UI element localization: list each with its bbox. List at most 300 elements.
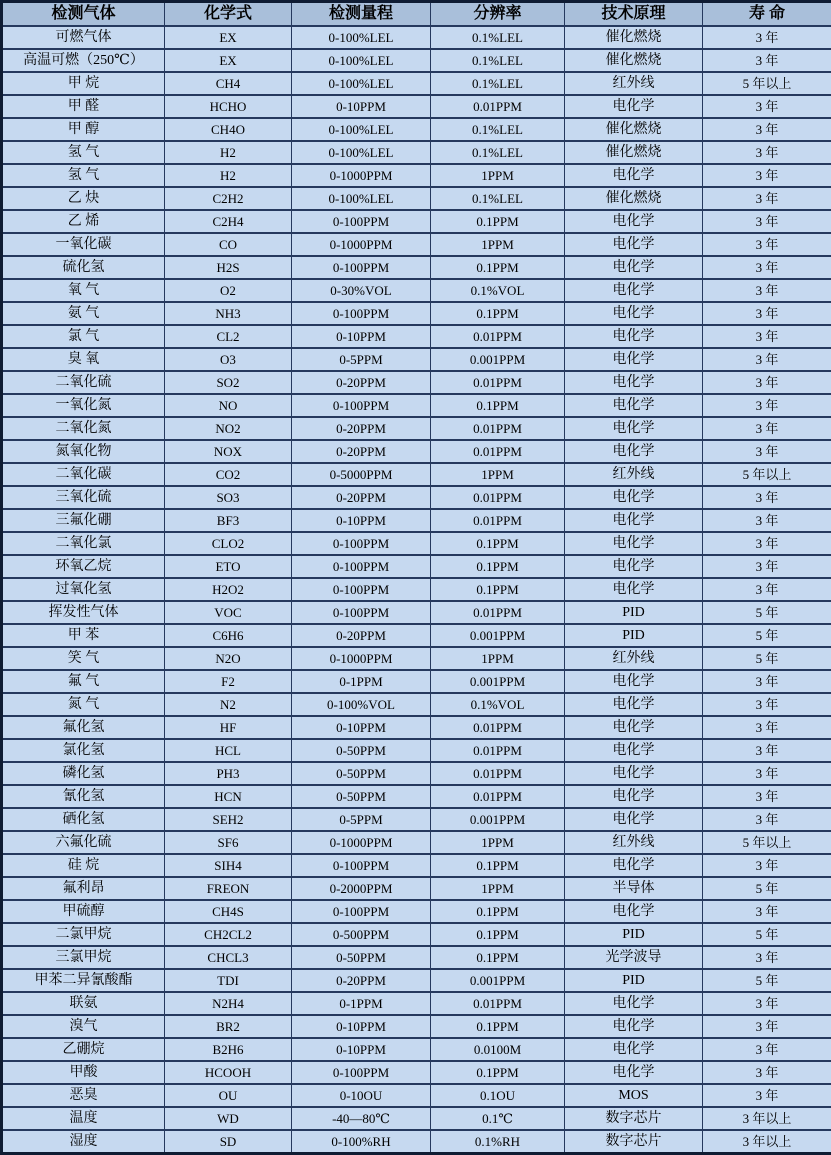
cell-resolution: 0.1%LEL bbox=[431, 118, 565, 141]
cell-resolution: 0.1PPM bbox=[431, 900, 565, 923]
cell-detection-range: 0-1000PPM bbox=[292, 233, 431, 256]
header-row bbox=[2, 2, 831, 27]
cell-detection-range: 0-100%LEL bbox=[292, 72, 431, 95]
cell-lifespan: 5 年 bbox=[703, 601, 831, 624]
cell-detection-range: 0-50PPM bbox=[292, 762, 431, 785]
cell-chemical-formula: BR2 bbox=[165, 1015, 292, 1038]
cell-resolution: 0.1%LEL bbox=[431, 141, 565, 164]
cell-gas-name: 笑 气 bbox=[2, 647, 165, 670]
cell-gas-name: 二氧化硫 bbox=[2, 371, 165, 394]
cell-detection-range: 0-100PPM bbox=[292, 532, 431, 555]
table-row bbox=[2, 325, 831, 348]
cell-detection-range: 0-2000PPM bbox=[292, 877, 431, 900]
cell-resolution: 0.01PPM bbox=[431, 95, 565, 118]
cell-technology: 电化学 bbox=[565, 348, 703, 371]
cell-gas-name: 三氟化硼 bbox=[2, 509, 165, 532]
cell-technology: 红外线 bbox=[565, 463, 703, 486]
cell-gas-name: 可燃气体 bbox=[2, 26, 165, 49]
cell-lifespan: 3 年 bbox=[703, 739, 831, 762]
table-row bbox=[2, 210, 831, 233]
cell-lifespan: 3 年 bbox=[703, 210, 831, 233]
cell-lifespan: 3 年 bbox=[703, 946, 831, 969]
cell-gas-name: 三氯甲烷 bbox=[2, 946, 165, 969]
cell-lifespan: 3 年 bbox=[703, 486, 831, 509]
cell-lifespan: 3 年 bbox=[703, 141, 831, 164]
cell-detection-range: 0-10PPM bbox=[292, 509, 431, 532]
cell-detection-range: 0-100%LEL bbox=[292, 118, 431, 141]
table-row bbox=[2, 233, 831, 256]
cell-detection-range: 0-1PPM bbox=[292, 670, 431, 693]
cell-lifespan: 5 年以上 bbox=[703, 831, 831, 854]
cell-gas-name: 磷化氢 bbox=[2, 762, 165, 785]
cell-gas-name: 乙 炔 bbox=[2, 187, 165, 210]
cell-gas-name: 氮 气 bbox=[2, 693, 165, 716]
table-row bbox=[2, 279, 831, 302]
cell-lifespan: 3 年以上 bbox=[703, 1130, 831, 1154]
cell-detection-range: 0-20PPM bbox=[292, 969, 431, 992]
cell-detection-range: 0-30%VOL bbox=[292, 279, 431, 302]
table-row bbox=[2, 693, 831, 716]
cell-gas-name: 联氨 bbox=[2, 992, 165, 1015]
table-row bbox=[2, 647, 831, 670]
cell-chemical-formula: SO2 bbox=[165, 371, 292, 394]
cell-gas-name: 氢 气 bbox=[2, 141, 165, 164]
cell-gas-name: 湿度 bbox=[2, 1130, 165, 1154]
cell-resolution: 0.01PPM bbox=[431, 762, 565, 785]
cell-chemical-formula: CL2 bbox=[165, 325, 292, 348]
cell-detection-range: 0-100PPM bbox=[292, 302, 431, 325]
table-row bbox=[2, 164, 831, 187]
cell-lifespan: 3 年 bbox=[703, 417, 831, 440]
table-row bbox=[2, 762, 831, 785]
cell-lifespan: 3 年 bbox=[703, 394, 831, 417]
cell-technology: 电化学 bbox=[565, 716, 703, 739]
cell-technology: 电化学 bbox=[565, 509, 703, 532]
cell-lifespan: 3 年 bbox=[703, 348, 831, 371]
cell-chemical-formula: ETO bbox=[165, 555, 292, 578]
cell-resolution: 0.1%VOL bbox=[431, 279, 565, 302]
cell-gas-name: 二氯甲烷 bbox=[2, 923, 165, 946]
cell-detection-range: 0-10PPM bbox=[292, 1038, 431, 1061]
cell-lifespan: 3 年 bbox=[703, 26, 831, 49]
cell-resolution: 0.1PPM bbox=[431, 854, 565, 877]
cell-technology: 电化学 bbox=[565, 693, 703, 716]
cell-technology: 电化学 bbox=[565, 854, 703, 877]
cell-resolution: 0.1PPM bbox=[431, 946, 565, 969]
cell-detection-range: 0-10PPM bbox=[292, 95, 431, 118]
cell-chemical-formula: EX bbox=[165, 49, 292, 72]
cell-chemical-formula: SEH2 bbox=[165, 808, 292, 831]
cell-lifespan: 3 年 bbox=[703, 854, 831, 877]
cell-lifespan: 5 年 bbox=[703, 647, 831, 670]
cell-chemical-formula: SIH4 bbox=[165, 854, 292, 877]
cell-lifespan: 3 年 bbox=[703, 578, 831, 601]
cell-chemical-formula: SD bbox=[165, 1130, 292, 1154]
column-header-4: 技术原理 bbox=[565, 2, 703, 27]
cell-gas-name: 六氟化硫 bbox=[2, 831, 165, 854]
cell-chemical-formula: TDI bbox=[165, 969, 292, 992]
cell-chemical-formula: C6H6 bbox=[165, 624, 292, 647]
table-row bbox=[2, 716, 831, 739]
cell-gas-name: 恶臭 bbox=[2, 1084, 165, 1107]
cell-technology: 电化学 bbox=[565, 739, 703, 762]
table-row bbox=[2, 141, 831, 164]
cell-gas-name: 乙硼烷 bbox=[2, 1038, 165, 1061]
table-row bbox=[2, 532, 831, 555]
cell-gas-name: 环氧乙烷 bbox=[2, 555, 165, 578]
cell-detection-range: 0-50PPM bbox=[292, 785, 431, 808]
cell-technology: 电化学 bbox=[565, 440, 703, 463]
cell-gas-name: 甲 醛 bbox=[2, 95, 165, 118]
table-row bbox=[2, 302, 831, 325]
cell-resolution: 0.1%LEL bbox=[431, 49, 565, 72]
cell-technology: 催化燃烧 bbox=[565, 187, 703, 210]
cell-detection-range: 0-100%LEL bbox=[292, 141, 431, 164]
cell-resolution: 0.01PPM bbox=[431, 325, 565, 348]
cell-chemical-formula: CH4O bbox=[165, 118, 292, 141]
cell-gas-name: 甲硫醇 bbox=[2, 900, 165, 923]
cell-gas-name: 氯化氢 bbox=[2, 739, 165, 762]
cell-technology: PID bbox=[565, 923, 703, 946]
table-row bbox=[2, 1107, 831, 1130]
cell-resolution: 1PPM bbox=[431, 831, 565, 854]
cell-chemical-formula: CO2 bbox=[165, 463, 292, 486]
cell-lifespan: 3 年 bbox=[703, 762, 831, 785]
cell-lifespan: 5 年以上 bbox=[703, 463, 831, 486]
table-body bbox=[2, 26, 831, 1154]
table-row bbox=[2, 831, 831, 854]
cell-resolution: 0.1%LEL bbox=[431, 187, 565, 210]
cell-detection-range: 0-100%LEL bbox=[292, 26, 431, 49]
cell-chemical-formula: SO3 bbox=[165, 486, 292, 509]
cell-lifespan: 3 年 bbox=[703, 1084, 831, 1107]
cell-gas-name: 硅 烷 bbox=[2, 854, 165, 877]
cell-chemical-formula: HCHO bbox=[165, 95, 292, 118]
column-header-0: 检测气体 bbox=[2, 2, 165, 27]
cell-lifespan: 3 年 bbox=[703, 233, 831, 256]
cell-resolution: 0.001PPM bbox=[431, 969, 565, 992]
cell-detection-range: 0-1000PPM bbox=[292, 647, 431, 670]
cell-detection-range: 0-100PPM bbox=[292, 210, 431, 233]
cell-detection-range: 0-10PPM bbox=[292, 716, 431, 739]
cell-technology: 电化学 bbox=[565, 555, 703, 578]
cell-lifespan: 3 年 bbox=[703, 187, 831, 210]
cell-resolution: 1PPM bbox=[431, 463, 565, 486]
cell-detection-range: 0-100%LEL bbox=[292, 187, 431, 210]
table-row bbox=[2, 348, 831, 371]
cell-technology: 半导体 bbox=[565, 877, 703, 900]
cell-technology: 电化学 bbox=[565, 417, 703, 440]
cell-chemical-formula: C2H4 bbox=[165, 210, 292, 233]
cell-resolution: 0.1PPM bbox=[431, 578, 565, 601]
cell-lifespan: 5 年 bbox=[703, 923, 831, 946]
table-row bbox=[2, 1084, 831, 1107]
cell-gas-name: 甲 烷 bbox=[2, 72, 165, 95]
cell-chemical-formula: CHCL3 bbox=[165, 946, 292, 969]
cell-chemical-formula: HF bbox=[165, 716, 292, 739]
table-row bbox=[2, 509, 831, 532]
cell-detection-range: 0-500PPM bbox=[292, 923, 431, 946]
cell-resolution: 0.1℃ bbox=[431, 1107, 565, 1130]
cell-detection-range: 0-100PPM bbox=[292, 394, 431, 417]
cell-lifespan: 5 年以上 bbox=[703, 72, 831, 95]
cell-chemical-formula: NO2 bbox=[165, 417, 292, 440]
cell-chemical-formula: N2 bbox=[165, 693, 292, 716]
cell-resolution: 0.1%RH bbox=[431, 1130, 565, 1154]
cell-technology: 催化燃烧 bbox=[565, 141, 703, 164]
cell-technology: 红外线 bbox=[565, 831, 703, 854]
cell-lifespan: 3 年 bbox=[703, 785, 831, 808]
cell-gas-name: 过氧化氢 bbox=[2, 578, 165, 601]
cell-lifespan: 3 年 bbox=[703, 532, 831, 555]
cell-resolution: 0.001PPM bbox=[431, 348, 565, 371]
cell-technology: 催化燃烧 bbox=[565, 26, 703, 49]
table-row bbox=[2, 900, 831, 923]
cell-gas-name: 甲 苯 bbox=[2, 624, 165, 647]
cell-chemical-formula: CLO2 bbox=[165, 532, 292, 555]
cell-detection-range: -40—80℃ bbox=[292, 1107, 431, 1130]
cell-detection-range: 0-20PPM bbox=[292, 486, 431, 509]
cell-chemical-formula: C2H2 bbox=[165, 187, 292, 210]
table-row bbox=[2, 72, 831, 95]
cell-gas-name: 三氧化硫 bbox=[2, 486, 165, 509]
cell-gas-name: 氟利昂 bbox=[2, 877, 165, 900]
table-row bbox=[2, 463, 831, 486]
cell-chemical-formula: OU bbox=[165, 1084, 292, 1107]
cell-technology: 电化学 bbox=[565, 486, 703, 509]
cell-lifespan: 3 年 bbox=[703, 1038, 831, 1061]
table-row bbox=[2, 95, 831, 118]
cell-resolution: 0.1%LEL bbox=[431, 26, 565, 49]
cell-detection-range: 0-100PPM bbox=[292, 601, 431, 624]
cell-technology: 数字芯片 bbox=[565, 1130, 703, 1154]
cell-chemical-formula: N2O bbox=[165, 647, 292, 670]
cell-chemical-formula: F2 bbox=[165, 670, 292, 693]
cell-lifespan: 3 年 bbox=[703, 1061, 831, 1084]
cell-lifespan: 3 年 bbox=[703, 325, 831, 348]
cell-gas-name: 氟化氢 bbox=[2, 716, 165, 739]
cell-detection-range: 0-5000PPM bbox=[292, 463, 431, 486]
cell-technology: 电化学 bbox=[565, 302, 703, 325]
table-row bbox=[2, 992, 831, 1015]
cell-technology: 催化燃烧 bbox=[565, 49, 703, 72]
cell-gas-name: 氟 气 bbox=[2, 670, 165, 693]
cell-chemical-formula: H2S bbox=[165, 256, 292, 279]
table-row bbox=[2, 371, 831, 394]
cell-detection-range: 0-20PPM bbox=[292, 624, 431, 647]
cell-chemical-formula: EX bbox=[165, 26, 292, 49]
table-row bbox=[2, 969, 831, 992]
cell-gas-name: 甲苯二异氰酸酯 bbox=[2, 969, 165, 992]
cell-lifespan: 3 年 bbox=[703, 440, 831, 463]
table-row bbox=[2, 118, 831, 141]
cell-chemical-formula: NH3 bbox=[165, 302, 292, 325]
cell-resolution: 0.01PPM bbox=[431, 601, 565, 624]
cell-gas-name: 乙 烯 bbox=[2, 210, 165, 233]
table-row bbox=[2, 854, 831, 877]
cell-resolution: 0.1PPM bbox=[431, 1061, 565, 1084]
cell-resolution: 0.01PPM bbox=[431, 440, 565, 463]
cell-lifespan: 3 年以上 bbox=[703, 1107, 831, 1130]
cell-chemical-formula: CH4 bbox=[165, 72, 292, 95]
table-row bbox=[2, 1038, 831, 1061]
cell-technology: PID bbox=[565, 624, 703, 647]
cell-resolution: 1PPM bbox=[431, 877, 565, 900]
cell-technology: 电化学 bbox=[565, 279, 703, 302]
cell-chemical-formula: HCN bbox=[165, 785, 292, 808]
cell-chemical-formula: BF3 bbox=[165, 509, 292, 532]
cell-lifespan: 3 年 bbox=[703, 118, 831, 141]
cell-detection-range: 0-20PPM bbox=[292, 417, 431, 440]
cell-chemical-formula: H2 bbox=[165, 141, 292, 164]
cell-lifespan: 3 年 bbox=[703, 164, 831, 187]
cell-gas-name: 氧 气 bbox=[2, 279, 165, 302]
cell-resolution: 0.1PPM bbox=[431, 923, 565, 946]
table-row bbox=[2, 440, 831, 463]
cell-chemical-formula: HCOOH bbox=[165, 1061, 292, 1084]
cell-lifespan: 3 年 bbox=[703, 49, 831, 72]
cell-gas-name: 臭 氧 bbox=[2, 348, 165, 371]
table-row bbox=[2, 601, 831, 624]
cell-resolution: 1PPM bbox=[431, 233, 565, 256]
cell-technology: 电化学 bbox=[565, 95, 703, 118]
cell-resolution: 0.1%LEL bbox=[431, 72, 565, 95]
cell-gas-name: 硒化氢 bbox=[2, 808, 165, 831]
cell-gas-name: 氢 气 bbox=[2, 164, 165, 187]
cell-chemical-formula: NOX bbox=[165, 440, 292, 463]
cell-chemical-formula: PH3 bbox=[165, 762, 292, 785]
cell-detection-range: 0-10OU bbox=[292, 1084, 431, 1107]
cell-technology: 电化学 bbox=[565, 371, 703, 394]
cell-gas-name: 二氧化氯 bbox=[2, 532, 165, 555]
column-header-2: 检测量程 bbox=[292, 2, 431, 27]
cell-lifespan: 3 年 bbox=[703, 1015, 831, 1038]
cell-lifespan: 3 年 bbox=[703, 509, 831, 532]
cell-lifespan: 3 年 bbox=[703, 256, 831, 279]
cell-technology: 光学波导 bbox=[565, 946, 703, 969]
cell-lifespan: 3 年 bbox=[703, 670, 831, 693]
cell-detection-range: 0-10PPM bbox=[292, 325, 431, 348]
cell-chemical-formula: N2H4 bbox=[165, 992, 292, 1015]
cell-technology: 数字芯片 bbox=[565, 1107, 703, 1130]
cell-detection-range: 0-100%LEL bbox=[292, 49, 431, 72]
cell-technology: 电化学 bbox=[565, 578, 703, 601]
cell-gas-name: 硫化氢 bbox=[2, 256, 165, 279]
cell-resolution: 0.01PPM bbox=[431, 716, 565, 739]
cell-chemical-formula: H2 bbox=[165, 164, 292, 187]
cell-gas-name: 氮氧化物 bbox=[2, 440, 165, 463]
cell-detection-range: 0-100%VOL bbox=[292, 693, 431, 716]
cell-detection-range: 0-100PPM bbox=[292, 555, 431, 578]
cell-chemical-formula: CO bbox=[165, 233, 292, 256]
cell-gas-name: 溴气 bbox=[2, 1015, 165, 1038]
cell-chemical-formula: O3 bbox=[165, 348, 292, 371]
cell-chemical-formula: VOC bbox=[165, 601, 292, 624]
cell-technology: 电化学 bbox=[565, 670, 703, 693]
cell-lifespan: 3 年 bbox=[703, 716, 831, 739]
cell-technology: PID bbox=[565, 969, 703, 992]
cell-gas-name: 氨 气 bbox=[2, 302, 165, 325]
cell-chemical-formula: WD bbox=[165, 1107, 292, 1130]
table-row bbox=[2, 1061, 831, 1084]
cell-technology: 红外线 bbox=[565, 647, 703, 670]
cell-gas-name: 二氧化氮 bbox=[2, 417, 165, 440]
cell-detection-range: 0-50PPM bbox=[292, 739, 431, 762]
cell-chemical-formula: SF6 bbox=[165, 831, 292, 854]
cell-technology: 电化学 bbox=[565, 1038, 703, 1061]
cell-detection-range: 0-10PPM bbox=[292, 1015, 431, 1038]
cell-chemical-formula: FREON bbox=[165, 877, 292, 900]
cell-detection-range: 0-50PPM bbox=[292, 946, 431, 969]
column-header-1: 化学式 bbox=[165, 2, 292, 27]
cell-technology: 电化学 bbox=[565, 233, 703, 256]
cell-detection-range: 0-5PPM bbox=[292, 348, 431, 371]
table-row bbox=[2, 394, 831, 417]
cell-resolution: 0.01PPM bbox=[431, 992, 565, 1015]
cell-resolution: 0.1PPM bbox=[431, 555, 565, 578]
cell-chemical-formula: HCL bbox=[165, 739, 292, 762]
table-row bbox=[2, 417, 831, 440]
cell-technology: PID bbox=[565, 601, 703, 624]
cell-chemical-formula: CH2CL2 bbox=[165, 923, 292, 946]
cell-resolution: 0.1PPM bbox=[431, 394, 565, 417]
cell-technology: 电化学 bbox=[565, 256, 703, 279]
cell-chemical-formula: H2O2 bbox=[165, 578, 292, 601]
table-row bbox=[2, 555, 831, 578]
table-row bbox=[2, 739, 831, 762]
cell-lifespan: 5 年 bbox=[703, 624, 831, 647]
table-row bbox=[2, 256, 831, 279]
cell-resolution: 0.0100M bbox=[431, 1038, 565, 1061]
column-header-3: 分辨率 bbox=[431, 2, 565, 27]
cell-resolution: 0.01PPM bbox=[431, 739, 565, 762]
cell-technology: 电化学 bbox=[565, 164, 703, 187]
cell-technology: 电化学 bbox=[565, 1061, 703, 1084]
cell-chemical-formula: CH4S bbox=[165, 900, 292, 923]
cell-lifespan: 3 年 bbox=[703, 992, 831, 1015]
table-row bbox=[2, 49, 831, 72]
cell-lifespan: 3 年 bbox=[703, 279, 831, 302]
cell-lifespan: 3 年 bbox=[703, 693, 831, 716]
cell-gas-name: 氯 气 bbox=[2, 325, 165, 348]
cell-lifespan: 3 年 bbox=[703, 302, 831, 325]
cell-resolution: 0.01PPM bbox=[431, 785, 565, 808]
table-row bbox=[2, 1130, 831, 1154]
cell-resolution: 0.01PPM bbox=[431, 371, 565, 394]
cell-technology: 电化学 bbox=[565, 992, 703, 1015]
table-row bbox=[2, 808, 831, 831]
cell-lifespan: 3 年 bbox=[703, 555, 831, 578]
cell-resolution: 0.1%VOL bbox=[431, 693, 565, 716]
cell-detection-range: 0-100PPM bbox=[292, 900, 431, 923]
table-row bbox=[2, 785, 831, 808]
cell-lifespan: 3 年 bbox=[703, 900, 831, 923]
cell-resolution: 0.01PPM bbox=[431, 417, 565, 440]
cell-resolution: 1PPM bbox=[431, 647, 565, 670]
cell-gas-name: 温度 bbox=[2, 1107, 165, 1130]
column-header-5: 寿 命 bbox=[703, 2, 831, 27]
cell-gas-name: 高温可燃（250℃） bbox=[2, 49, 165, 72]
cell-resolution: 0.1PPM bbox=[431, 302, 565, 325]
cell-resolution: 0.001PPM bbox=[431, 808, 565, 831]
cell-resolution: 0.1PPM bbox=[431, 1015, 565, 1038]
cell-detection-range: 0-100PPM bbox=[292, 256, 431, 279]
cell-technology: 电化学 bbox=[565, 762, 703, 785]
table-row bbox=[2, 486, 831, 509]
cell-resolution: 0.01PPM bbox=[431, 486, 565, 509]
cell-technology: 红外线 bbox=[565, 72, 703, 95]
table-row bbox=[2, 877, 831, 900]
